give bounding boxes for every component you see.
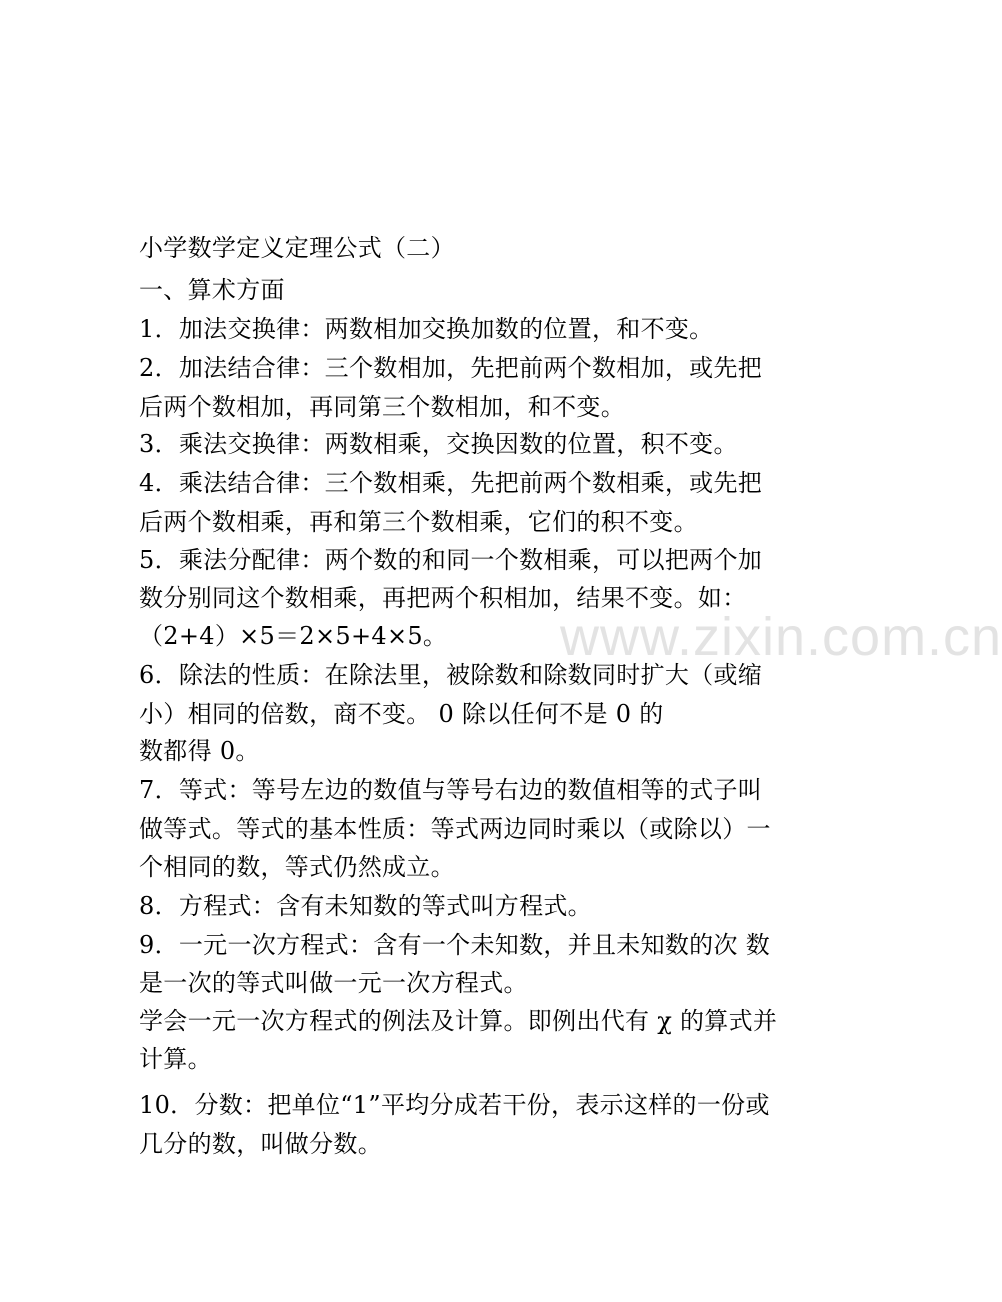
watermark: www.zixin.com.cn	[560, 607, 1002, 667]
text-line: 3．乘法交换律：两数相乘，交换因数的位置，积不变。	[139, 430, 738, 458]
text-line: 做等式。等式的基本性质：等式两边同时乘以（或除以）一	[139, 815, 771, 843]
text-line: 个相同的数，等式仍然成立。	[139, 853, 455, 881]
text-line: 几分的数，叫做分数。	[139, 1130, 382, 1158]
text-line: 1．加法交换律：两数相加交换加数的位置，和不变。	[139, 315, 714, 343]
document-title: 小学数学定义定理公式（二）	[139, 234, 455, 262]
text-line: 5．乘法分配律：两个数的和同一个数相乘，可以把两个加	[139, 546, 763, 574]
text-line: 4．乘法结合律：三个数相乘，先把前两个数相乘，或先把	[139, 469, 763, 497]
text-line: 2．加法结合律：三个数相加，先把前两个数相加，或先把	[139, 354, 763, 382]
text-line: 后两个数相乘，再和第三个数相乘，它们的积不变。	[139, 508, 698, 536]
text-line: 计算。	[139, 1045, 212, 1073]
text-line: 数分别同这个数相乘，再把两个积相加，结果不变。如：	[139, 584, 747, 612]
text-line: 6．除法的性质：在除法里，被除数和除数同时扩大（或缩	[139, 661, 763, 689]
text-line: 7．等式：等号左边的数值与等号右边的数值相等的式子叫	[139, 776, 763, 804]
text-line: 小）相同的倍数，商不变。 0 除以任何不是 0 的	[139, 700, 664, 728]
formula-line: （2+4）×5＝2×5+4×5。	[139, 622, 448, 650]
text-line: 8．方程式：含有未知数的等式叫方程式。	[139, 892, 592, 920]
text-line: 学会一元一次方程式的例法及计算。即例出代有 χ 的算式并	[139, 1007, 778, 1035]
text-line: 数都得 0。	[139, 737, 260, 765]
text-line: 后两个数相加，再同第三个数相加，和不变。	[139, 393, 625, 421]
text-line: 9．一元一次方程式：含有一个未知数，并且未知数的次 数	[139, 931, 770, 959]
text-line: 10．分数：把单位“1”平均分成若干份，表示这样的一份或	[139, 1091, 770, 1119]
section-heading: 一、算术方面	[139, 276, 285, 304]
text-line: 是一次的等式叫做一元一次方程式。	[139, 969, 528, 997]
